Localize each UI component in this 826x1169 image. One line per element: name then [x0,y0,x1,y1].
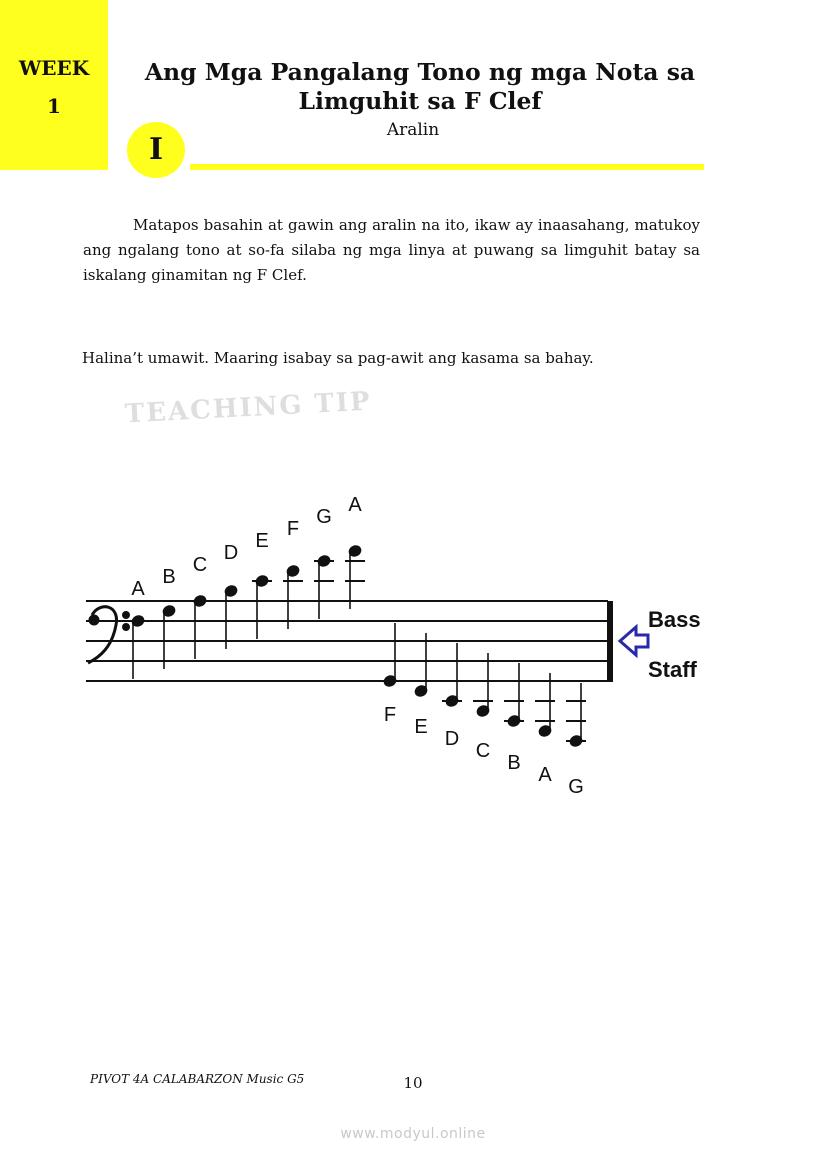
note-label: D [444,728,460,750]
note-label: G [568,776,584,798]
upper-note-4 [252,530,272,639]
footer-source: PIVOT 4A CALABARZON Music G5 [90,1072,305,1086]
faded-stamp: TEACHING TIP [124,386,373,430]
week-label: WEEK [18,56,90,80]
note-label: A [538,764,552,786]
week-number: 1 [47,94,61,118]
notes-layer [130,494,586,798]
bass-staff-figure [80,465,700,815]
upper-note-1 [161,566,177,669]
note-label: B [162,566,176,588]
note-label: C [475,740,491,762]
section-name: Aralin [386,120,440,140]
lower-note-3 [473,653,493,762]
page-number: 10 [403,1074,423,1092]
title-line-2: Limguhit sa F Clef [298,87,542,115]
week-badge [0,0,108,170]
staff-label: Staff [648,657,697,682]
lower-note-4 [504,663,524,774]
bass-clef-icon [88,607,129,663]
note-label: F [383,704,397,726]
note-label: D [223,542,239,564]
title-line-1: Ang Mga Pangalang Tono ng mga Nota sa [144,58,696,86]
instruction-paragraph: Halina’t umawit. Maaring isabay sa pag-awit ang kasama sa bahay. [82,349,594,367]
note-label: E [414,716,428,738]
page-title [120,58,720,116]
upper-note-5 [283,518,303,629]
upper-note-6 [314,506,334,619]
note-label: E [255,530,269,552]
note-label: A [131,578,145,600]
objective-paragraph: Matapos basahin at gawin ang aralin na ito, ikaw ay inaasahang, matukoy ang ngalang tono at so-fa silaba ng mga linya at puwang sa limguhit batay sa iskalang ginamitan ng F Clef. [83,216,700,284]
bass-staff-arrow-icon [620,627,648,655]
section-letter-badge: I [127,122,185,178]
lower-note-6 [566,683,586,798]
upper-note-0 [130,578,146,679]
note-label: C [192,554,208,576]
lower-note-1 [413,633,429,738]
lower-note-5 [535,673,555,786]
upper-note-7 [345,494,365,609]
lower-note-2 [442,643,462,750]
upper-note-3 [223,542,239,649]
section-divider [190,164,704,170]
site-watermark: www.modyul.online [340,1126,486,1142]
note-label: G [316,506,332,528]
note-label: B [507,752,521,774]
bass-staff-illustration [80,465,700,815]
lower-note-0 [382,623,398,726]
note-label: F [286,518,300,540]
upper-note-2 [192,554,208,659]
note-label: A [348,494,362,516]
bass-label: Bass [648,607,700,632]
